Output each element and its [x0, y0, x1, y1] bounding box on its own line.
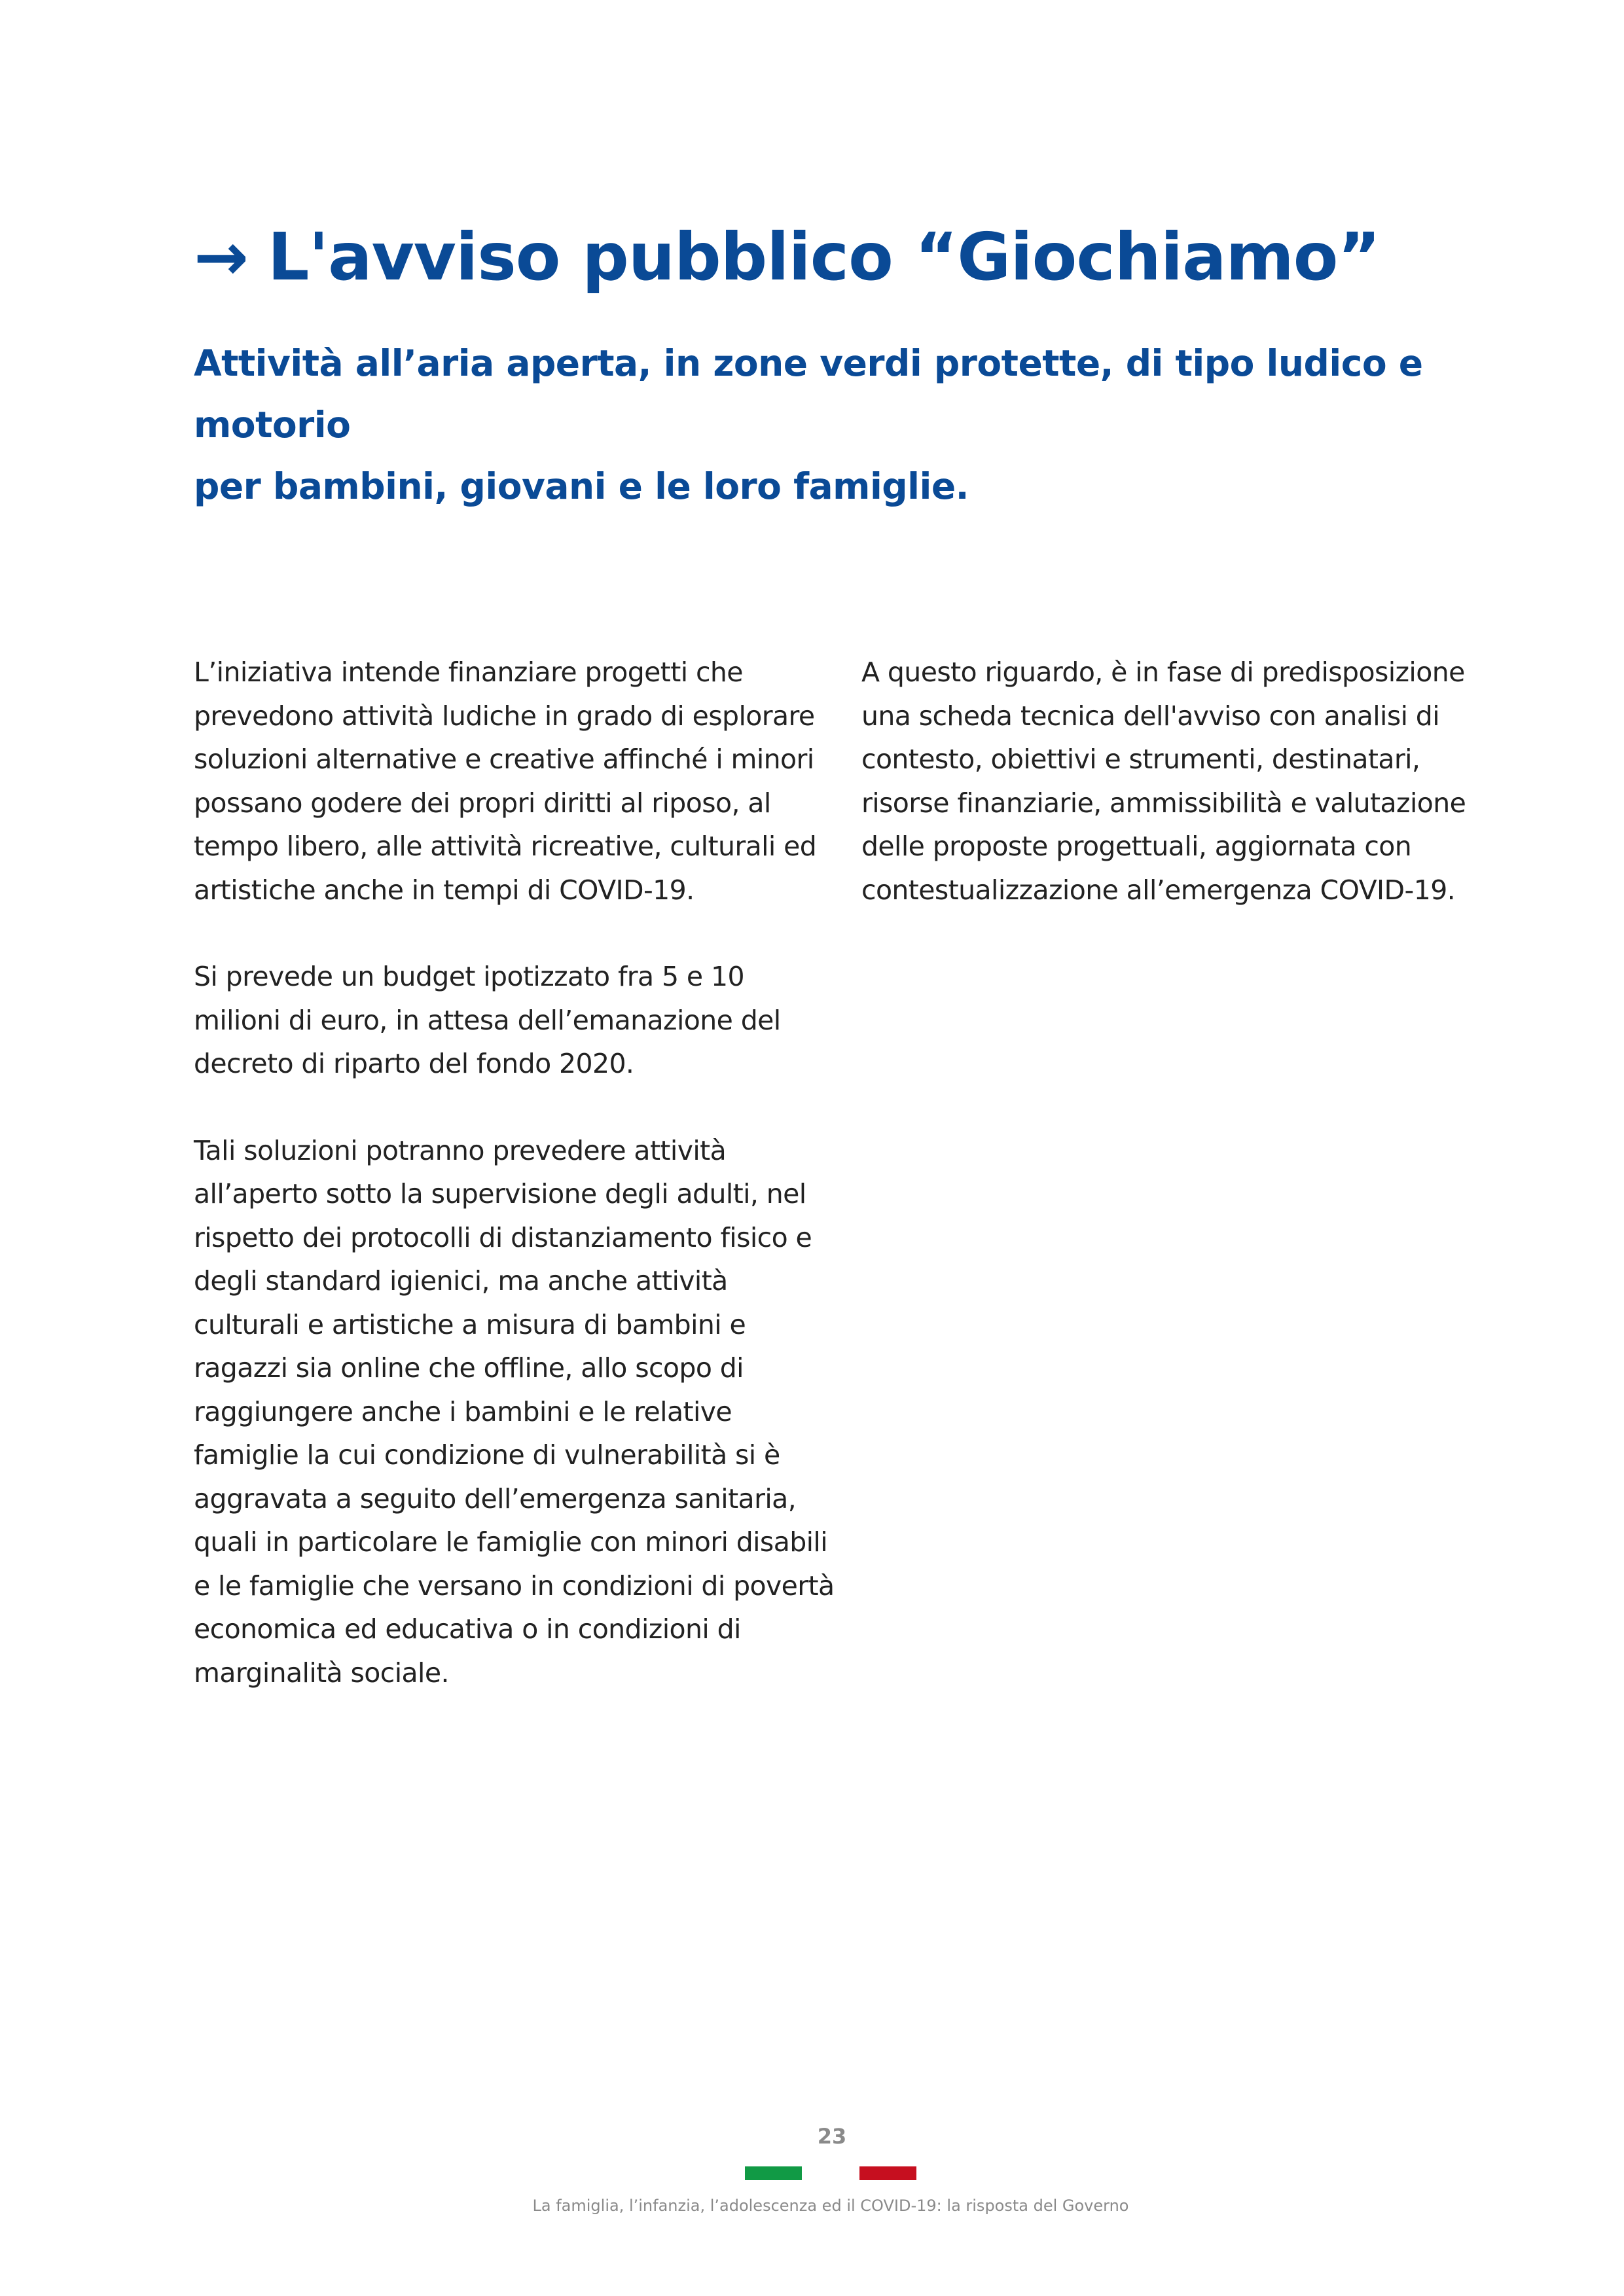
page-title	[194, 208, 1380, 306]
text-line: A questo riguardo, è in fase di predisposizione	[861, 656, 1465, 688]
text-line: aggravata a seguito dell’emergenza sanitaria,	[194, 1482, 797, 1515]
text-line: artistiche anche in tempi di COVID-19.	[194, 874, 695, 906]
text-line: prevedono attività ludiche in grado di esplorare	[194, 700, 815, 732]
flag-white-stripe	[802, 2166, 859, 2180]
footer-caption: La famiglia, l’infanzia, l’adolescenza ed il COVID-19: la risposta del Governo	[532, 2197, 1129, 2215]
paragraph-budget	[194, 955, 822, 1086]
flag-green-stripe	[745, 2166, 802, 2180]
text-line: rispetto dei protocolli di distanziamento fisico e	[194, 1221, 812, 1253]
text-line: degli standard igienici, ma anche attività	[194, 1265, 728, 1297]
text-line: L’iniziativa intende finanziare progetti che	[194, 656, 743, 688]
text-line: marginalità sociale.	[194, 1657, 449, 1689]
left-column	[194, 651, 835, 1738]
text-line: possano godere dei propri diritti al riposo, al	[194, 787, 771, 819]
text-line: tempo libero, alle attività ricreative, culturali ed	[194, 831, 817, 862]
text-line: contesto, obiettivi e strumenti, destinatari,	[861, 744, 1420, 775]
subtitle-line: per bambini, giovani e le loro famiglie.	[194, 465, 969, 507]
subtitle-line: Attività all’aria aperta, in zone verdi protette, di tipo ludico e motorio	[194, 342, 1423, 446]
text-line: milioni di euro, in attesa dell’emanazione del	[194, 1004, 781, 1036]
page-title-text: L'avviso pubblico “Giochiamo”	[267, 219, 1380, 295]
text-line: una scheda tecnica dell'avviso con analisi di	[861, 700, 1440, 732]
text-line: quali in particolare le famiglie con minori disabili	[194, 1526, 828, 1558]
right-column	[861, 651, 1490, 955]
page-number: 23	[817, 2124, 847, 2149]
text-line: all’aperto sotto la supervisione degli adulti, nel	[194, 1178, 806, 1210]
arrow-right-icon: →	[194, 219, 248, 295]
text-line: soluzioni alternative e creative affinché i minori	[194, 744, 814, 775]
text-line: famiglie la cui condizione di vulnerabilità si è	[194, 1439, 780, 1471]
text-line: decreto di riparto del fondo 2020.	[194, 1048, 634, 1079]
page-subtitle	[194, 332, 1503, 517]
text-line: risorse finanziarie, ammissibilità e valutazione	[861, 787, 1466, 819]
text-line: Tali soluzioni potranno prevedere attività	[194, 1134, 727, 1166]
text-line: Si prevede un budget ipotizzato fra 5 e 10	[194, 961, 744, 992]
paragraph-technical-sheet	[861, 651, 1490, 912]
flag-red-stripe	[859, 2166, 916, 2180]
paragraph-initiative	[194, 651, 822, 912]
paragraph-solutions	[194, 1129, 835, 1695]
text-line: delle proposte progettuali, aggiornata con	[861, 831, 1412, 862]
text-line: contestualizzazione all’emergenza COVID-19.	[861, 874, 1456, 906]
text-line: economica ed educativa o in condizioni di	[194, 1613, 741, 1645]
text-line: e le famiglie che versano in condizioni di povertà	[194, 1570, 835, 1602]
text-line: culturali e artistiche a misura di bambini e	[194, 1308, 746, 1340]
text-line: raggiungere anche i bambini e le relative	[194, 1395, 732, 1427]
text-line: ragazzi sia online che offline, allo scopo di	[194, 1352, 744, 1384]
